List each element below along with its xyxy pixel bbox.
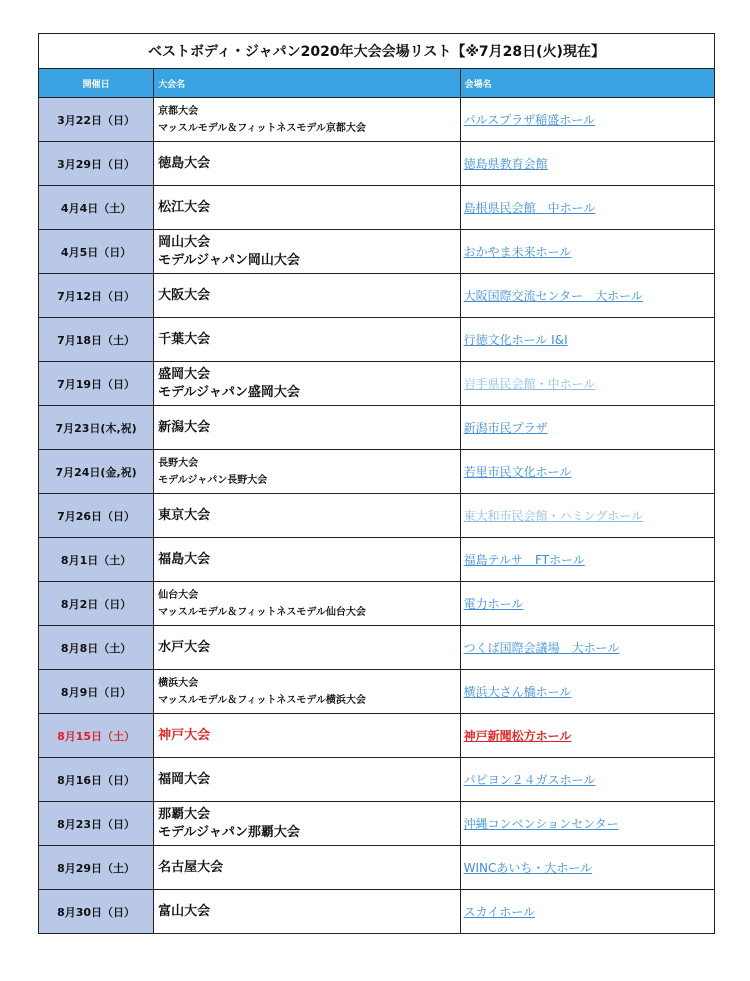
event-name: 長野大会 bbox=[158, 457, 199, 469]
event-subname: モデルジャパン岡山大会 bbox=[158, 252, 300, 268]
venue-list-sheet bbox=[38, 33, 715, 934]
event-date: 8月16日（日） bbox=[39, 758, 154, 802]
event-date: 8月15日（土） bbox=[39, 714, 154, 758]
table-row bbox=[39, 318, 715, 362]
event-date: 3月29日（日） bbox=[39, 142, 154, 186]
event-subname: モデルジャパン那覇大会 bbox=[158, 824, 300, 840]
event-name-cell bbox=[154, 318, 460, 362]
event-name: 富山大会 bbox=[158, 903, 211, 919]
venue-cell bbox=[460, 274, 714, 318]
event-name: 福島大会 bbox=[158, 551, 211, 567]
venue-link[interactable]: 電力ホール bbox=[463, 597, 524, 611]
event-name-cell bbox=[154, 890, 460, 934]
table-row bbox=[39, 890, 715, 934]
event-date: 7月26日（日） bbox=[39, 494, 154, 538]
venue-cell bbox=[460, 670, 714, 714]
venue-cell bbox=[460, 230, 714, 274]
table-row bbox=[39, 846, 715, 890]
venue-table bbox=[38, 33, 715, 934]
table-row bbox=[39, 802, 715, 846]
event-name-cell bbox=[154, 582, 460, 626]
venue-link[interactable]: 新潟市民プラザ bbox=[463, 421, 548, 435]
table-row bbox=[39, 626, 715, 670]
venue-cell bbox=[460, 142, 714, 186]
event-date: 3月22日（日） bbox=[39, 98, 154, 142]
venue-link[interactable]: 島根県民会館 中ホール bbox=[463, 201, 596, 215]
venue-link[interactable]: 福島テルサ FTホール bbox=[463, 553, 585, 567]
event-date: 8月1日（土） bbox=[39, 538, 154, 582]
venue-cell bbox=[460, 846, 714, 890]
venue-link[interactable]: パピヨン２４ガスホール bbox=[463, 773, 596, 787]
event-subname: マッスルモデル＆フィットネスモデル仙台大会 bbox=[158, 606, 366, 618]
event-name: 松江大会 bbox=[158, 199, 211, 215]
event-name-cell bbox=[154, 98, 460, 142]
event-date: 4月4日（土） bbox=[39, 186, 154, 230]
table-row bbox=[39, 538, 715, 582]
venue-link[interactable]: おかやま未来ホール bbox=[463, 245, 572, 259]
event-date: 7月19日（日） bbox=[39, 362, 154, 406]
event-date: 8月30日（日） bbox=[39, 890, 154, 934]
event-name: 那覇大会 bbox=[158, 806, 211, 822]
venue-cell bbox=[460, 362, 714, 406]
event-name: 横浜大会 bbox=[158, 677, 199, 689]
venue-link[interactable]: 神戸新聞松方ホール bbox=[463, 729, 572, 743]
table-row bbox=[39, 230, 715, 274]
event-date: 4月5日（日） bbox=[39, 230, 154, 274]
venue-cell bbox=[460, 802, 714, 846]
table-row bbox=[39, 758, 715, 802]
venue-cell bbox=[460, 406, 714, 450]
venue-cell bbox=[460, 582, 714, 626]
event-date: 8月23日（日） bbox=[39, 802, 154, 846]
venue-cell bbox=[460, 494, 714, 538]
event-name: 盛岡大会 bbox=[158, 366, 211, 382]
table-row bbox=[39, 582, 715, 626]
venue-link[interactable]: 行徳文化ホール I&I bbox=[463, 333, 568, 347]
event-name-cell bbox=[154, 714, 460, 758]
event-name: 神戸大会 bbox=[158, 727, 211, 743]
venue-cell bbox=[460, 186, 714, 230]
event-date: 8月9日（日） bbox=[39, 670, 154, 714]
venue-link[interactable]: パルスプラザ稲盛ホール bbox=[463, 113, 596, 127]
event-name: 岡山大会 bbox=[158, 234, 211, 250]
venue-link[interactable]: WINCあいち・大ホール bbox=[463, 861, 593, 875]
table-row bbox=[39, 406, 715, 450]
venue-cell bbox=[460, 98, 714, 142]
venue-link[interactable]: 徳島県教育会館 bbox=[463, 157, 548, 171]
header-event: 大会名 bbox=[154, 69, 460, 98]
event-name-cell bbox=[154, 538, 460, 582]
header-date: 開催日 bbox=[39, 69, 154, 98]
event-date: 8月2日（日） bbox=[39, 582, 154, 626]
venue-cell bbox=[460, 758, 714, 802]
event-name-cell bbox=[154, 230, 460, 274]
table-row bbox=[39, 670, 715, 714]
venue-link[interactable]: 岩手県民会館・中ホール bbox=[463, 377, 596, 391]
event-subname: モデルジャパン長野大会 bbox=[158, 474, 268, 486]
table-row bbox=[39, 714, 715, 758]
event-date: 8月8日（土） bbox=[39, 626, 154, 670]
venue-cell bbox=[460, 890, 714, 934]
venue-link[interactable]: 東大和市民会館・ハミングホール bbox=[463, 509, 644, 523]
venue-link[interactable]: つくば国際会議場 大ホール bbox=[463, 641, 620, 655]
event-subname: マッスルモデル＆フィットネスモデル横浜大会 bbox=[158, 694, 366, 706]
table-row bbox=[39, 362, 715, 406]
event-subname: マッスルモデル＆フィットネスモデル京都大会 bbox=[158, 122, 366, 134]
venue-cell bbox=[460, 450, 714, 494]
event-name: 名古屋大会 bbox=[158, 859, 224, 875]
event-name-cell bbox=[154, 802, 460, 846]
event-name-cell bbox=[154, 142, 460, 186]
table-row bbox=[39, 186, 715, 230]
event-date: 7月23日(木,祝) bbox=[39, 406, 154, 450]
event-name-cell bbox=[154, 846, 460, 890]
event-name-cell bbox=[154, 626, 460, 670]
venue-link[interactable]: 沖縄コンベンションセンター bbox=[463, 817, 619, 831]
table-row bbox=[39, 450, 715, 494]
event-name-cell bbox=[154, 494, 460, 538]
event-name-cell bbox=[154, 186, 460, 230]
venue-cell bbox=[460, 714, 714, 758]
event-name: 京都大会 bbox=[158, 105, 199, 117]
event-name-cell bbox=[154, 758, 460, 802]
event-date: 7月18日（土） bbox=[39, 318, 154, 362]
event-name-cell bbox=[154, 670, 460, 714]
event-date: 8月29日（土） bbox=[39, 846, 154, 890]
event-name: 新潟大会 bbox=[158, 419, 211, 435]
event-name: 水戸大会 bbox=[158, 639, 211, 655]
table-body bbox=[39, 98, 715, 934]
table-row bbox=[39, 142, 715, 186]
event-name: 大阪大会 bbox=[158, 287, 211, 303]
table-row bbox=[39, 274, 715, 318]
table-row bbox=[39, 98, 715, 142]
event-subname: モデルジャパン盛岡大会 bbox=[158, 384, 300, 400]
venue-cell bbox=[460, 626, 714, 670]
event-name-cell bbox=[154, 406, 460, 450]
event-name: 仙台大会 bbox=[158, 589, 199, 601]
venue-cell bbox=[460, 318, 714, 362]
event-name: 徳島大会 bbox=[158, 155, 211, 171]
event-date: 7月12日（日） bbox=[39, 274, 154, 318]
venue-link[interactable]: スカイホール bbox=[463, 905, 536, 919]
event-name-cell bbox=[154, 362, 460, 406]
header-row bbox=[39, 69, 715, 98]
venue-link[interactable]: 大阪国際交流センター 大ホール bbox=[463, 289, 643, 303]
table-row bbox=[39, 494, 715, 538]
event-name-cell bbox=[154, 450, 460, 494]
event-name-cell bbox=[154, 274, 460, 318]
venue-link[interactable]: 横浜大さん橋ホール bbox=[463, 685, 572, 699]
venue-cell bbox=[460, 538, 714, 582]
sheet-title: ベストボディ・ジャパン2020年大会会場リスト【※7月28日(火)現在】 bbox=[39, 34, 715, 69]
event-name: 福岡大会 bbox=[158, 771, 211, 787]
event-name: 千葉大会 bbox=[158, 331, 211, 347]
header-venue: 会場名 bbox=[460, 69, 714, 98]
event-name: 東京大会 bbox=[158, 507, 211, 523]
venue-link[interactable]: 若里市民文化ホール bbox=[463, 465, 572, 479]
event-date: 7月24日(金,祝) bbox=[39, 450, 154, 494]
title-row bbox=[39, 34, 715, 69]
